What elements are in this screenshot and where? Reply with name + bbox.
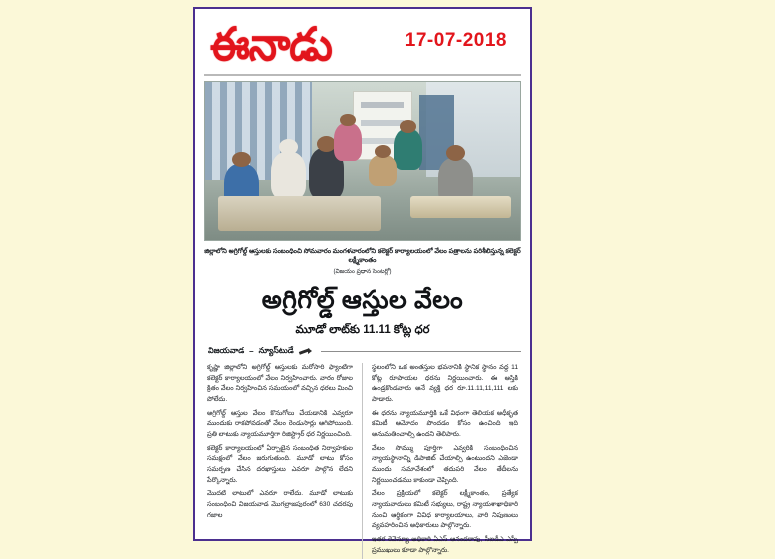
photo-person-head (446, 145, 465, 161)
photo-person-head (279, 139, 298, 155)
article-paragraph: వేలం ప్రక్రియలో కలెక్టర్ లక్ష్మీకాంతం, ప్రత్యేక న్యాయవాదులు కమిటీ సభ్యులు, రాష్ట్ర న్యాయశాఖాధికారి నుంచి ఆర్థికంగా వివిధ కార్యాలయాలు, వారి నిపుణులు వ్యవహరించిన అధికారులు పాల్గొన్నారు. (372, 490, 518, 530)
photo-caption-text: జిల్లాలోని అగ్రిగోల్డ్ ఆస్తులకు సంబంధించి సోమవారం మంగళవారంలోని కలెక్టర్ కార్యాలయంలో వేలం పత్రాలను పరిశీలిస్తున్న కలెక్టర్ లక్ష్మీకాంతం (204, 248, 521, 265)
photo-person (369, 155, 397, 187)
article-paragraph: ఇతర రెవెన్యూ అధికారి ఏఎస్ ఆనందరావు, సీఐడీఎ ఎస్పీ ప్రముఖులు కూడా పాల్గొన్నారు. (372, 536, 518, 554)
photo-scene (205, 82, 520, 240)
photo-person-head (317, 136, 336, 152)
photo-caption (204, 247, 521, 277)
photo-person-head (232, 152, 251, 168)
article-paragraph: మొదటి లాటులో ఎవరూ రాలేదు. మూడో లాటుకు సంబంధించి విజయవాడ మొగల్రాజపురంలో 630 చదరపు గజాల (207, 490, 353, 519)
byline-desk: న్యూస్‌టుడే (258, 346, 294, 356)
photo-person (271, 152, 306, 199)
article-paragraph: వేలం సొమ్ము పూర్తిగా ఎవ్వరికి సంబంధించిన న్యాయస్థానాన్ని డిపాజిట్ చేయాల్సి ఉంటుందని ఎజెండా ముందు సమావేశంలో తదుపరి వేలం తేదీలను నిర్ణయించడము కాకుండా చెప్పింది. (372, 444, 518, 484)
issue-date: 17-07-2018 (404, 30, 507, 51)
masthead (204, 16, 521, 74)
article-column-right (372, 363, 518, 559)
photo-person-head (375, 145, 391, 158)
column-divider (362, 363, 363, 559)
newspaper-clipping (193, 7, 532, 554)
masthead-divider (204, 74, 521, 76)
photo-person (394, 129, 422, 170)
photo-person-head (400, 120, 416, 133)
article-paragraph: కృష్ణా జిల్లాలోని అగ్రిగోల్డ్ ఆస్తులకు మరోసారి ఫ్యాంటిగా కలెక్టర్ కార్యాలయంలో వేలం నిర్వహించారు. వారం రోజుల క్రితం వేలం నిర్వహించిన సమయంలో వచ్చిన ధరలు మించి పోలేదు. (207, 364, 353, 404)
byline (204, 346, 521, 357)
article-paragraph: స్థలంలోని ఒక అంతస్తుల భవనానికి స్థానిక స్థానం వద్ద 11 కోట్ల రూపాయల ధరను నిర్ణయించారు. ఈ ఆస్తికి ఉండ్రకొండవారు అనే వ్యక్తి ధర రూ.11.11,11,111 లకు పాడారు. (372, 364, 518, 404)
article-column-left (207, 363, 353, 559)
article-paragraph: కలెక్టర్ కార్యాలయంలో ఏర్పాటైన సంబంధిత నిర్వాహకుల సమక్షంలో వేలం జరుగుతుంది. మూడో లాటు కోసం సమర్పణ చేసిన దరఖాస్తులు ఎవరూ పాల్గొన లేదని పేర్కొన్నారు. (207, 444, 353, 484)
article-body (204, 363, 521, 559)
article-subhead: మూడో లాట్‌కు 11.11 కోట్ల ధర (295, 324, 430, 337)
publication-logo: ఈనాడు (210, 18, 332, 71)
photo-table-front (218, 196, 382, 231)
clipping-inner (204, 16, 521, 554)
pen-icon (299, 347, 312, 356)
byline-divider (321, 351, 521, 352)
photo-table-right (410, 196, 511, 218)
byline-dash: – (249, 347, 254, 357)
news-photo (204, 81, 521, 241)
photo-person (334, 123, 362, 161)
article-headline: అగ్రిగోల్డ్ ఆస్తుల వేలం (261, 286, 464, 314)
article-paragraph: అగ్రిగోల్డ్ ఆస్తుల వేలం కొనుగోలు చేయడానికి ఎవ్వరూ ముందుకు రాకపోవడంతో వేలం రెండుసార్లు ఆగిపోయింది. ప్రతి లాటుకు న్యాయమూర్తిగా రిజిస్ట్రార్ ధర నిర్ణయించింది. (207, 409, 353, 439)
photo-caption-source: (విజయం ప్రధాన సెంటర్లో) (333, 268, 392, 275)
byline-location: విజయవాడ (208, 346, 245, 356)
article-paragraph: ఈ ధరను న్యాయమూర్తికి ఒకే విధంగా తెలియక అధీకృత కమిటీ ఆమోదం పొందడం కోసం ఉంచింది ఇది అనుమతించాల్సి ఉందని తెలిపారు. (372, 409, 518, 439)
